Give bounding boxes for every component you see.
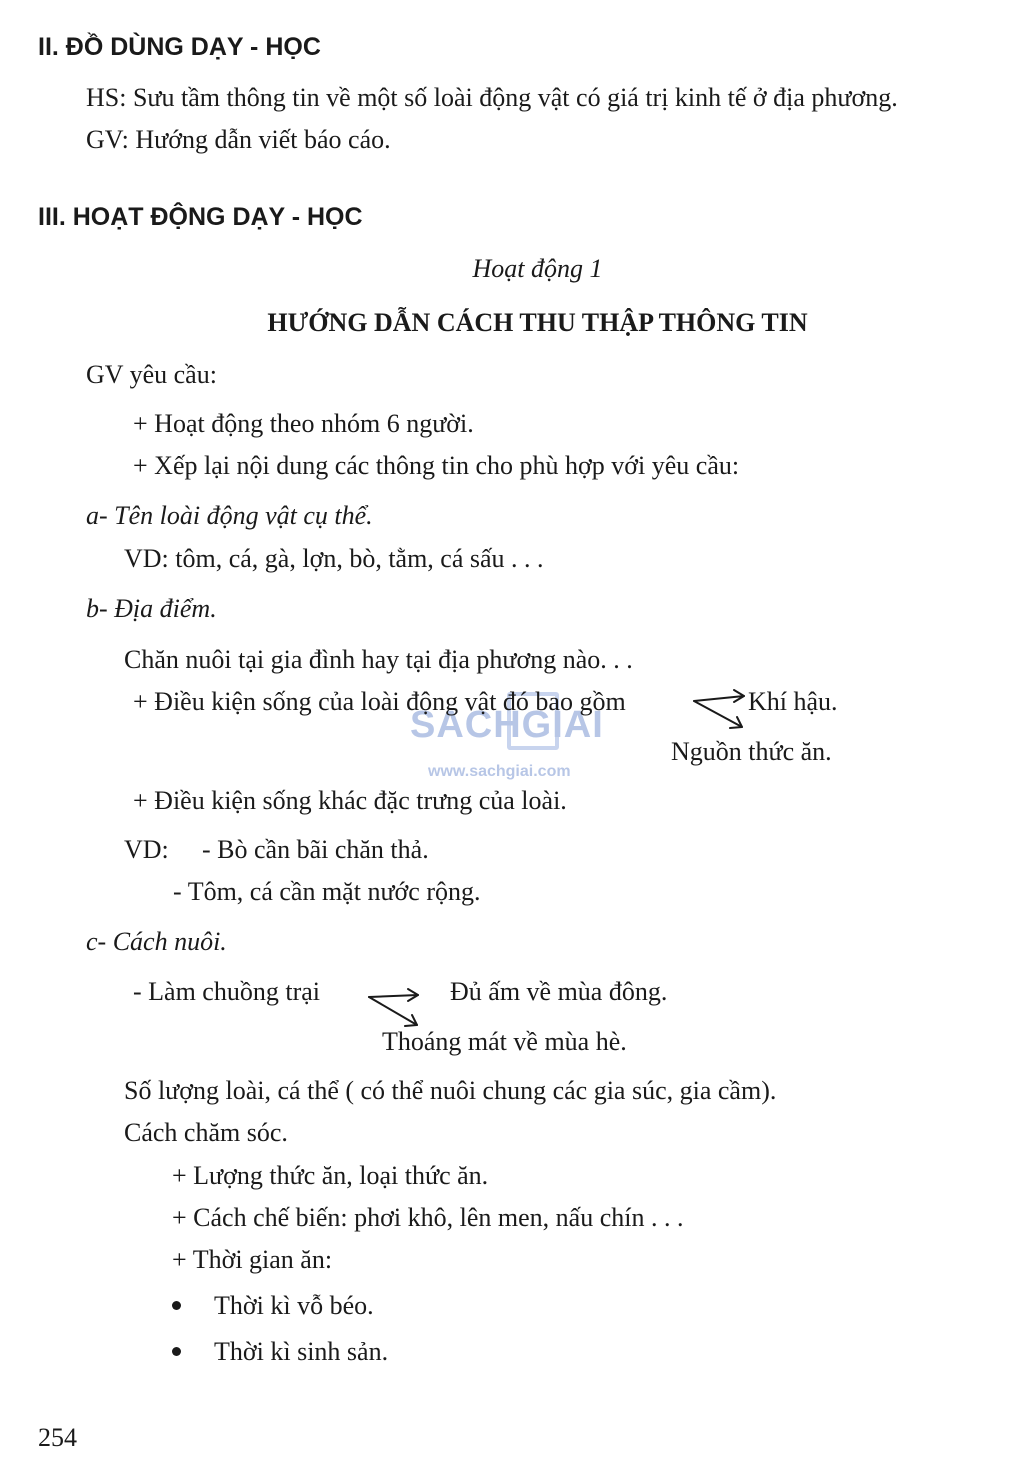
- part-c-branch-1: Đủ ấm về mùa đông.: [450, 977, 668, 1006]
- part-c-line-2: Số lượng loài, cá thể ( có thể nuôi chung các gia súc, gia cầm).: [124, 1076, 777, 1105]
- part-c-title: c- Cách nuôi.: [86, 927, 227, 956]
- part-c-line-3: Cách chăm sóc.: [124, 1118, 288, 1147]
- requirement-1: + Hoạt động theo nhóm 6 người.: [133, 409, 474, 438]
- care-bullet-1: Thời kì vỗ béo.: [214, 1291, 374, 1320]
- part-b-title: b- Địa điểm.: [86, 594, 217, 623]
- part-a-example: VD: tôm, cá, gà, lợn, bò, tằm, cá sấu . . .: [124, 544, 544, 573]
- care-bullet-2: Thời kì sinh sản.: [214, 1337, 389, 1366]
- gv-line: GV: Hướng dẫn viết báo cáo.: [86, 125, 391, 154]
- part-a-title: a- Tên loài động vật cụ thể.: [86, 501, 373, 530]
- arrow-right-icon: [369, 995, 418, 997]
- part-c-branch-2: Thoáng mát về mùa hè.: [382, 1027, 627, 1056]
- hs-line: HS: Sưu tầm thông tin về một số loài động vật có giá trị kinh tế ở địa phương.: [86, 83, 898, 112]
- part-b-vd-2: - Tôm, cá cần mặt nước rộng.: [173, 877, 481, 906]
- part-b-vd-1: - Bò cần bãi chăn thả.: [202, 835, 429, 864]
- requirement-2: + Xếp lại nội dung các thông tin cho phù hợp với yêu cầu:: [133, 451, 740, 480]
- arrow-down-right-icon: [369, 997, 417, 1025]
- watermark-url: www.sachgiai.com: [428, 763, 571, 780]
- part-c-line-1: - Làm chuồng trại: [133, 977, 320, 1006]
- care-item-2: + Cách chế biến: phơi khô, lên men, nấu chín . . .: [172, 1203, 684, 1232]
- part-b-vd-label: VD:: [124, 835, 169, 864]
- part-b-branch-2: Nguồn thức ăn.: [671, 737, 832, 766]
- part-b-line-2: + Điều kiện sống của loài động vật đó bao gồm: [133, 687, 626, 716]
- care-item-1: + Lượng thức ăn, loại thức ăn.: [172, 1161, 489, 1190]
- section-2-heading: II. ĐỒ DÙNG DẠY - HỌC: [38, 33, 321, 61]
- part-b-branch-1: Khí hậu.: [748, 687, 838, 716]
- watermark-logo: SACHGIAI: [410, 704, 604, 746]
- part-b-line-1: Chăn nuôi tại gia đình hay tại địa phương nào. . .: [124, 645, 633, 674]
- gv-request: GV yêu cầu:: [86, 360, 217, 389]
- activity-label: Hoạt động 1: [472, 254, 603, 283]
- page-number: 254: [38, 1423, 77, 1452]
- activity-title: HƯỚNG DẪN CÁCH THU THẬP THÔNG TIN: [267, 308, 808, 337]
- arrow-down-right-icon: [694, 701, 742, 727]
- care-item-3: + Thời gian ăn:: [172, 1245, 333, 1274]
- section-3-heading: III. HOẠT ĐỘNG DẠY - HỌC: [38, 203, 363, 231]
- part-b-line-3: + Điều kiện sống khác đặc trưng của loài.: [133, 786, 567, 815]
